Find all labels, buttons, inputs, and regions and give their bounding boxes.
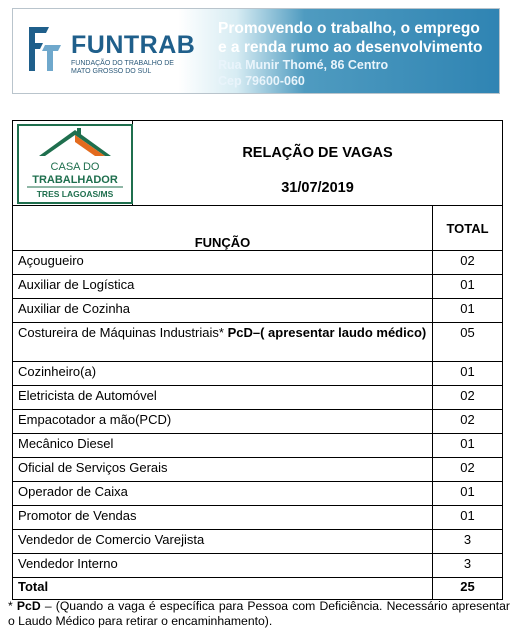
total-row [13, 578, 503, 600]
job-total: 3 [433, 530, 503, 554]
page-title: RELAÇÃO DE VAGAS [242, 145, 393, 161]
slogan-line-2: e a renda rumo ao desenvolvimento [218, 39, 483, 56]
job-function-cell [13, 554, 433, 578]
job-total: 01 [433, 482, 503, 506]
footnote [8, 599, 510, 629]
job-function: Promotor de Vendas [18, 508, 137, 523]
job-function: Açougueiro [18, 253, 84, 268]
table-row [13, 299, 503, 323]
table-row [13, 323, 503, 362]
job-total: 05 [433, 323, 503, 362]
job-total: 01 [433, 362, 503, 386]
job-function: Costureira de Máquinas Industriais* [18, 325, 224, 340]
job-total: 02 [433, 251, 503, 275]
job-function-cell [13, 362, 433, 386]
job-function-cell [13, 323, 433, 362]
job-total: 3 [433, 554, 503, 578]
job-total: 02 [433, 458, 503, 482]
job-function-cell [13, 251, 433, 275]
footnote-text: – (Quando a vaga é específica para Pessoa com Deficiência. Necessário apresentar o Laudo Médico para retirar o encaminhamento). [8, 599, 510, 628]
job-total: 01 [433, 506, 503, 530]
column-header-row [13, 206, 503, 251]
job-function-note: PcD–( apresentar laudo médico) [227, 325, 427, 340]
table-row [13, 410, 503, 434]
column-header-funcao: FUNÇÃO [13, 206, 433, 251]
table-row [13, 251, 503, 275]
report-date: 31/07/2019 [281, 180, 354, 196]
table-row [13, 506, 503, 530]
job-function: Eletricista de Automóvel [18, 388, 157, 403]
banner-slogan [218, 19, 498, 89]
table-row [13, 530, 503, 554]
job-function-cell [13, 458, 433, 482]
table-row [13, 386, 503, 410]
table-row [13, 362, 503, 386]
total-value: 25 [433, 578, 503, 600]
job-function-cell [13, 410, 433, 434]
logo-line-1: CASA DO [50, 161, 100, 173]
job-function-cell [13, 482, 433, 506]
table-row [13, 275, 503, 299]
funtrab-logo-icon [23, 21, 63, 77]
logo-line-3: TRES LAGOAS/MS [36, 189, 114, 199]
job-function-cell [13, 434, 433, 458]
banner-cep: Cep 79600-060 [218, 74, 305, 88]
banner-address: Rua Munir Thomé, 86 Centro [218, 58, 389, 72]
brand-subtitle: FUNDAÇÃO DO TRABALHO DE MATO GROSSO DO SUL [71, 60, 174, 75]
job-function-cell [13, 506, 433, 530]
logo-line-2: TRABALHADOR [32, 174, 118, 186]
job-function: Vendedor Interno [18, 556, 118, 571]
table-row [13, 482, 503, 506]
job-total: 01 [433, 275, 503, 299]
job-vacancies-table [12, 120, 503, 600]
job-total: 02 [433, 386, 503, 410]
job-total: 02 [433, 410, 503, 434]
logo-cell [13, 121, 133, 206]
job-function: Cozinheiro(a) [18, 364, 97, 379]
table-row [13, 434, 503, 458]
table-row [13, 458, 503, 482]
job-function: Auxiliar de Logística [18, 277, 135, 292]
job-function: Auxiliar de Cozinha [18, 301, 131, 316]
funtrab-banner [12, 8, 500, 94]
job-function-cell [13, 386, 433, 410]
house-icon [19, 126, 131, 202]
slogan-line-1: Promovendo o trabalho, o emprego [218, 20, 480, 37]
table-row [13, 554, 503, 578]
job-function: Operador de Caixa [18, 484, 128, 499]
job-total: 01 [433, 299, 503, 323]
footnote-star: * [8, 599, 13, 613]
total-label: Total [13, 578, 433, 600]
job-total: 01 [433, 434, 503, 458]
column-header-total: TOTAL [433, 206, 503, 251]
job-function-cell [13, 299, 433, 323]
brand-name: FUNTRAB [71, 31, 196, 59]
job-function: Mecânico Diesel [18, 436, 114, 451]
job-function: Vendedor de Comercio Varejista [18, 532, 205, 547]
footnote-term: PcD [16, 599, 41, 613]
job-function: Empacotador a mão(PCD) [18, 412, 172, 427]
job-function-cell [13, 275, 433, 299]
casa-do-trabalhador-logo [17, 124, 133, 204]
title-cell [133, 121, 503, 206]
job-function-cell [13, 530, 433, 554]
job-function: Oficial de Serviços Gerais [18, 460, 168, 475]
